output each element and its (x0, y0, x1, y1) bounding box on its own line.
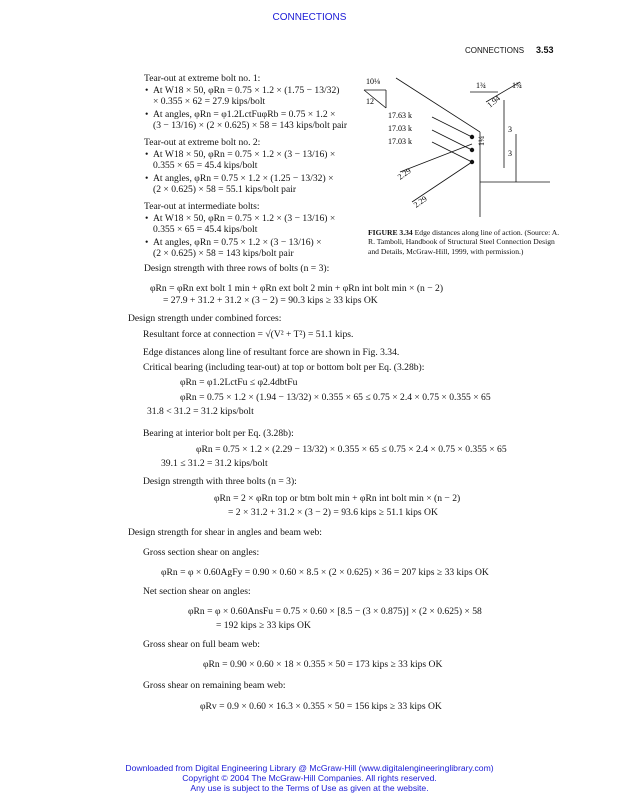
resultant-force-text: Resultant force at connection = √(V² + T²) = 51.1 kips. (143, 329, 354, 340)
bullet-line: 0.355 × 65 = 45.4 kips/bolt (153, 224, 258, 235)
bolt-hole-3 (470, 160, 474, 164)
bullet-angles-bolt1 (153, 109, 347, 131)
equation-bearing-top: φRn = 0.75 × 1.2 × (1.94 − 13/32) × 0.355 × 65 ≤ 0.75 × 2.4 × 0.75 × 0.355 × 65 (180, 392, 491, 403)
gross-shear-remaining-web-text: Gross shear on remaining beam web: (143, 680, 286, 691)
bullet-line: • At angles, φRn = 0.75 × 1.2 × (1.25 − 13/32) × (153, 173, 334, 184)
shear-heading: Design strength for shear in angles and beam web: (128, 527, 322, 538)
figure-3-34-drawing (360, 72, 560, 220)
equation-bearing-interior-result: 39.1 ≤ 31.2 = 31.2 kips/bolt (161, 458, 268, 469)
force-line-1 (432, 117, 472, 137)
bolt-hole-2 (470, 148, 474, 152)
dim-diag-3-label: 2.29 (411, 194, 429, 210)
bullet-w18-intermediate (153, 213, 335, 235)
bullet-line: 0.355 × 65 = 45.4 kips/bolt (153, 160, 258, 171)
footer-terms-link[interactable]: Any use is subject to the Terms of Use as given at the website. (190, 783, 429, 793)
dim-diag-2-label: 2.29 (395, 166, 413, 182)
bullet-w18-bolt2 (153, 149, 335, 171)
running-head: CONNECTIONS (465, 46, 525, 55)
page-number: 3.53 (536, 45, 554, 55)
equation-bearing-top-result: 31.8 < 31.2 = 31.2 kips/bolt (147, 406, 254, 417)
bullet-angles-bolt2 (153, 173, 333, 195)
edge-distances-text: Edge distances along line of resultant force are shown in Fig. 3.34. (143, 347, 400, 358)
bullet-w18-bolt1 (153, 85, 339, 107)
tearout-line-1 (400, 144, 472, 172)
equation-net-shear-angles-result: = 192 kips ≥ 33 kips OK (216, 620, 311, 631)
bullet-line: (2 × 0.625) × 58 = 55.1 kips/bolt pair (153, 184, 297, 195)
dim-top-2-label: 1¾ (512, 81, 522, 90)
dim-right-2-label: 3 (508, 149, 512, 158)
dim-top-1-label: 1¾ (476, 81, 486, 90)
bullet-line: • At W18 × 50, φRn = 0.75 × 1.2 × (3 − 13/16) × (153, 213, 336, 224)
bullet-line: (3 − 13/16) × (2 × 0.625) × 58 = 143 kips/bolt pair (153, 120, 348, 131)
force-3-label: 17.03 k (388, 137, 412, 146)
bullet-line: • At W18 × 50, φRn = 0.75 × 1.2 × (3 − 13/16) × (153, 149, 336, 160)
equation-three-bolts-result: = 2 × 31.2 + 31.2 × (3 − 2) = 93.6 kips ≥ 51.1 kips OK (228, 507, 438, 518)
dim-right-1-label: 3 (508, 125, 512, 134)
top-link[interactable]: CONNECTIONS (272, 12, 347, 23)
force-line-2 (432, 130, 472, 150)
slope-rise-label: 12 (366, 97, 374, 106)
bullet-line: (2 × 0.625) × 58 = 143 kips/bolt pair (153, 248, 294, 259)
figure-caption-text: Edge distances along line of action. (Source: A. R. Tamboli, Handbook of Structural Steel Connection Design and Details, McGraw-Hill, 1999, with permission.) (368, 228, 560, 256)
slope-run-label: 10⅛ (366, 77, 380, 86)
force-1-label: 17.63 k (388, 111, 412, 120)
equation-gross-shear-remaining-web: φRv = 0.9 × 0.60 × 16.3 × 0.355 × 50 = 156 kips ≥ 33 kips OK (200, 701, 442, 712)
bullet-line: • At angles, φRn = φ1.2LctFuφRb = 0.75 × 1.2 × (153, 109, 336, 120)
bullet-line: • At angles, φRn = 0.75 × 1.2 × (3 − 13/16) × (153, 237, 322, 248)
three-rows-heading: Design strength with three rows of bolts (n = 3): (144, 263, 330, 274)
bullet-line: • At W18 × 50, φRn = 0.75 × 1.2 × (1.75 − 13/32) (153, 85, 340, 96)
dim-diag-label: 1.94 (485, 93, 503, 110)
figure-caption (368, 228, 564, 256)
gross-shear-full-web-text: Gross shear on full beam web: (143, 639, 260, 650)
bullet-line: × 0.355 × 62 = 27.9 kips/bolt (153, 96, 266, 107)
critical-bearing-text: Critical bearing (including tear-out) at top or bottom bolt per Eq. (3.28b): (143, 362, 425, 373)
equation-bearing-general: φRn = φ1.2LctFu ≤ φ2.4dbtFu (180, 377, 298, 388)
equation-gross-shear-full-web: φRn = 0.90 × 0.60 × 18 × 0.355 × 50 = 173 kips ≥ 33 kips OK (203, 659, 443, 670)
equation-net-shear-angles: φRn = φ × 0.60AnsFu = 0.75 × 0.60 × [8.5 − (3 × 0.875)] × (2 × 0.625) × 58 (188, 606, 482, 617)
bolt-hole-1 (470, 135, 474, 139)
bullet-angles-intermediate (153, 237, 322, 259)
figure-caption-label: FIGURE 3.34 (368, 228, 413, 237)
interior-bearing-text: Bearing at interior bolt per Eq. (3.28b): (143, 428, 294, 439)
three-bolts-text: Design strength with three bolts (n = 3): (143, 476, 297, 487)
equation-bearing-interior: φRn = 0.75 × 1.2 × (2.29 − 13/32) × 0.355 × 65 ≤ 0.75 × 2.4 × 0.75 × 0.355 × 65 (196, 444, 507, 455)
equation-three-bolts: φRn = 2 × φRn top or btm bolt min + φRn int bolt min × (n − 2) (214, 493, 461, 504)
combined-forces-heading: Design strength under combined forces: (128, 313, 282, 324)
net-shear-angles-text: Net section shear on angles: (143, 586, 251, 597)
equation-design-strength-rows: φRn = φRn ext bolt 1 min + φRn ext bolt 2 min + φRn int bolt min × (n − 2) (150, 283, 444, 294)
footer-copyright: Copyright © 2004 The McGraw-Hill Companies. All rights reserved. (182, 773, 437, 783)
equation-design-strength-rows-result: = 27.9 + 31.2 + 31.2 × (3 − 2) = 90.3 kips ≥ 33 kips OK (163, 295, 378, 306)
dim-left-edge-label: 1¼ (477, 136, 486, 146)
equation-gross-shear-angles: φRn = φ × 0.60AgFy = 0.90 × 0.60 × 8.5 × (2 × 0.625) × 36 = 207 kips ≥ 33 kips OK (161, 567, 489, 578)
footer-download-link[interactable]: Downloaded from Digital Engineering Library @ McGraw-Hill (www.digitalengineeringlibrary.com) (125, 763, 494, 773)
tearout-bolt2-heading: Tear-out at extreme bolt no. 2: (144, 137, 261, 148)
tearout-bolt1-heading: Tear-out at extreme bolt no. 1: (144, 73, 261, 84)
tearout-intermediate-heading: Tear-out at intermediate bolts: (144, 201, 260, 212)
force-2-label: 17.03 k (388, 124, 412, 133)
gross-shear-angles-text: Gross section shear on angles: (143, 547, 260, 558)
